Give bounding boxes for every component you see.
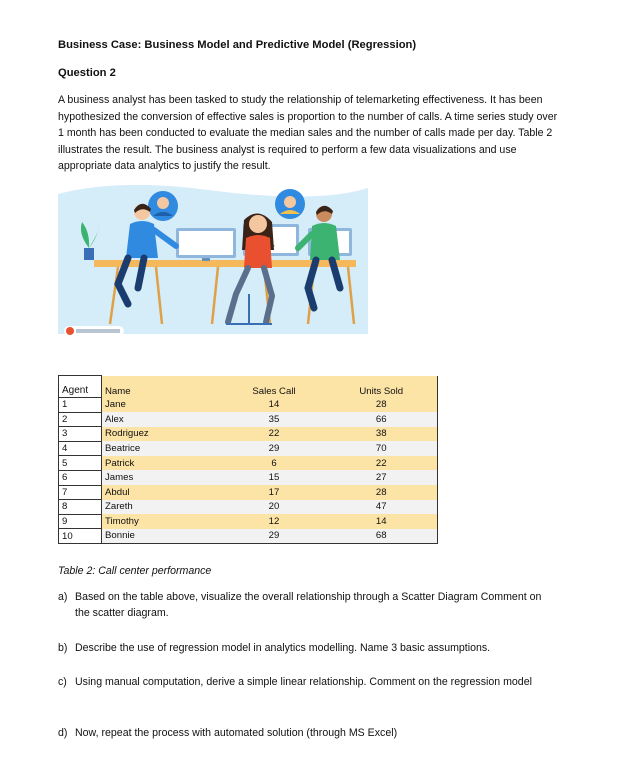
table-row: [59, 485, 438, 500]
table-row: [59, 398, 438, 413]
cell-units-sold: 47: [326, 500, 438, 515]
call-center-illustration: [58, 184, 368, 344]
cell-agent: 2: [59, 412, 102, 427]
cell-name: Patrick: [102, 456, 223, 471]
cell-sales-call: 35: [223, 412, 326, 427]
logo-badge: [64, 326, 124, 336]
cell-units-sold: 28: [326, 398, 438, 413]
question-a: [58, 589, 558, 621]
cell-agent: 7: [59, 485, 102, 500]
question-text: Now, repeat the process with automated solution (through MS Excel): [75, 727, 398, 739]
cell-agent: 8: [59, 500, 102, 515]
cell-name: Alex: [102, 412, 223, 427]
cell-name: Beatrice: [102, 441, 223, 456]
table-row: [59, 470, 438, 485]
table-row: [59, 412, 438, 427]
table-row: [59, 441, 438, 456]
intro-paragraph: A business analyst has been tasked to study the relationship of telemarketing effectiveness. It has been hypothesized the conversion of effective sales is proportion to the number of calls. A time series study over 1 month has been conducted to evaluate the median sales and the number of calls made per day. Table 2 illustrates the result. The business analyst is required to perform a few data visualizations and use appropriate data analytics to justify the result.: [58, 94, 558, 173]
question-c: [58, 674, 558, 690]
header-sales-call: Sales Call: [223, 376, 326, 398]
cell-agent: 10: [59, 529, 102, 544]
table-header-row: [59, 376, 438, 398]
cell-units-sold: 22: [326, 456, 438, 471]
cell-sales-call: 17: [223, 485, 326, 500]
table-row: [59, 456, 438, 471]
question-label: b): [58, 642, 68, 654]
question-b: [58, 640, 558, 656]
question-label: c): [58, 676, 67, 688]
cell-agent: 3: [59, 427, 102, 442]
header-agent: Agent: [59, 376, 102, 398]
question-label: a): [58, 591, 68, 603]
table-row: [59, 500, 438, 515]
cell-units-sold: 70: [326, 441, 438, 456]
call-center-table: [58, 375, 438, 544]
cell-sales-call: 22: [223, 427, 326, 442]
cell-sales-call: 14: [223, 398, 326, 413]
header-units-sold: Units Sold: [326, 376, 438, 398]
table-caption: Table 2: Call center performance: [58, 565, 212, 577]
cell-name: Rodriguez: [102, 427, 223, 442]
cell-name: Abdul: [102, 485, 223, 500]
cell-agent: 1: [59, 398, 102, 413]
cell-units-sold: 27: [326, 470, 438, 485]
page-title: Business Case: Business Model and Predictive Model (Regression): [58, 39, 417, 51]
table-row: [59, 427, 438, 442]
cell-agent: 9: [59, 514, 102, 529]
cell-sales-call: 29: [223, 529, 326, 544]
table-row: [59, 529, 438, 544]
cell-units-sold: 14: [326, 514, 438, 529]
cell-sales-call: 20: [223, 500, 326, 515]
cell-agent: 5: [59, 456, 102, 471]
cell-units-sold: 28: [326, 485, 438, 500]
table-row: [59, 514, 438, 529]
cell-units-sold: 38: [326, 427, 438, 442]
agent-avatar-right: [275, 189, 305, 219]
question-label: d): [58, 727, 68, 739]
cell-name: James: [102, 470, 223, 485]
cell-name: Bonnie: [102, 529, 223, 544]
question-text: Using manual computation, derive a simple linear relationship. Comment on the regression model: [75, 676, 532, 688]
cell-sales-call: 12: [223, 514, 326, 529]
monitor-left: [176, 228, 236, 261]
header-name: Name: [102, 376, 223, 398]
cell-name: Jane: [102, 398, 223, 413]
question-text: Based on the table above, visualize the overall relationship through a Scatter Diagram Comment on the scatter diagram.: [75, 591, 542, 619]
cell-units-sold: 66: [326, 412, 438, 427]
cell-sales-call: 6: [223, 456, 326, 471]
cell-name: Zareth: [102, 500, 223, 515]
cell-agent: 6: [59, 470, 102, 485]
cell-sales-call: 15: [223, 470, 326, 485]
question-d: [58, 725, 558, 741]
cell-name: Timothy: [102, 514, 223, 529]
question-heading: Question 2: [58, 67, 116, 79]
cell-units-sold: 68: [326, 529, 438, 544]
question-text: Describe the use of regression model in analytics modelling. Name 3 basic assumptions.: [75, 642, 491, 654]
agent-avatar-left: [148, 191, 178, 221]
cell-agent: 4: [59, 441, 102, 456]
cell-sales-call: 29: [223, 441, 326, 456]
